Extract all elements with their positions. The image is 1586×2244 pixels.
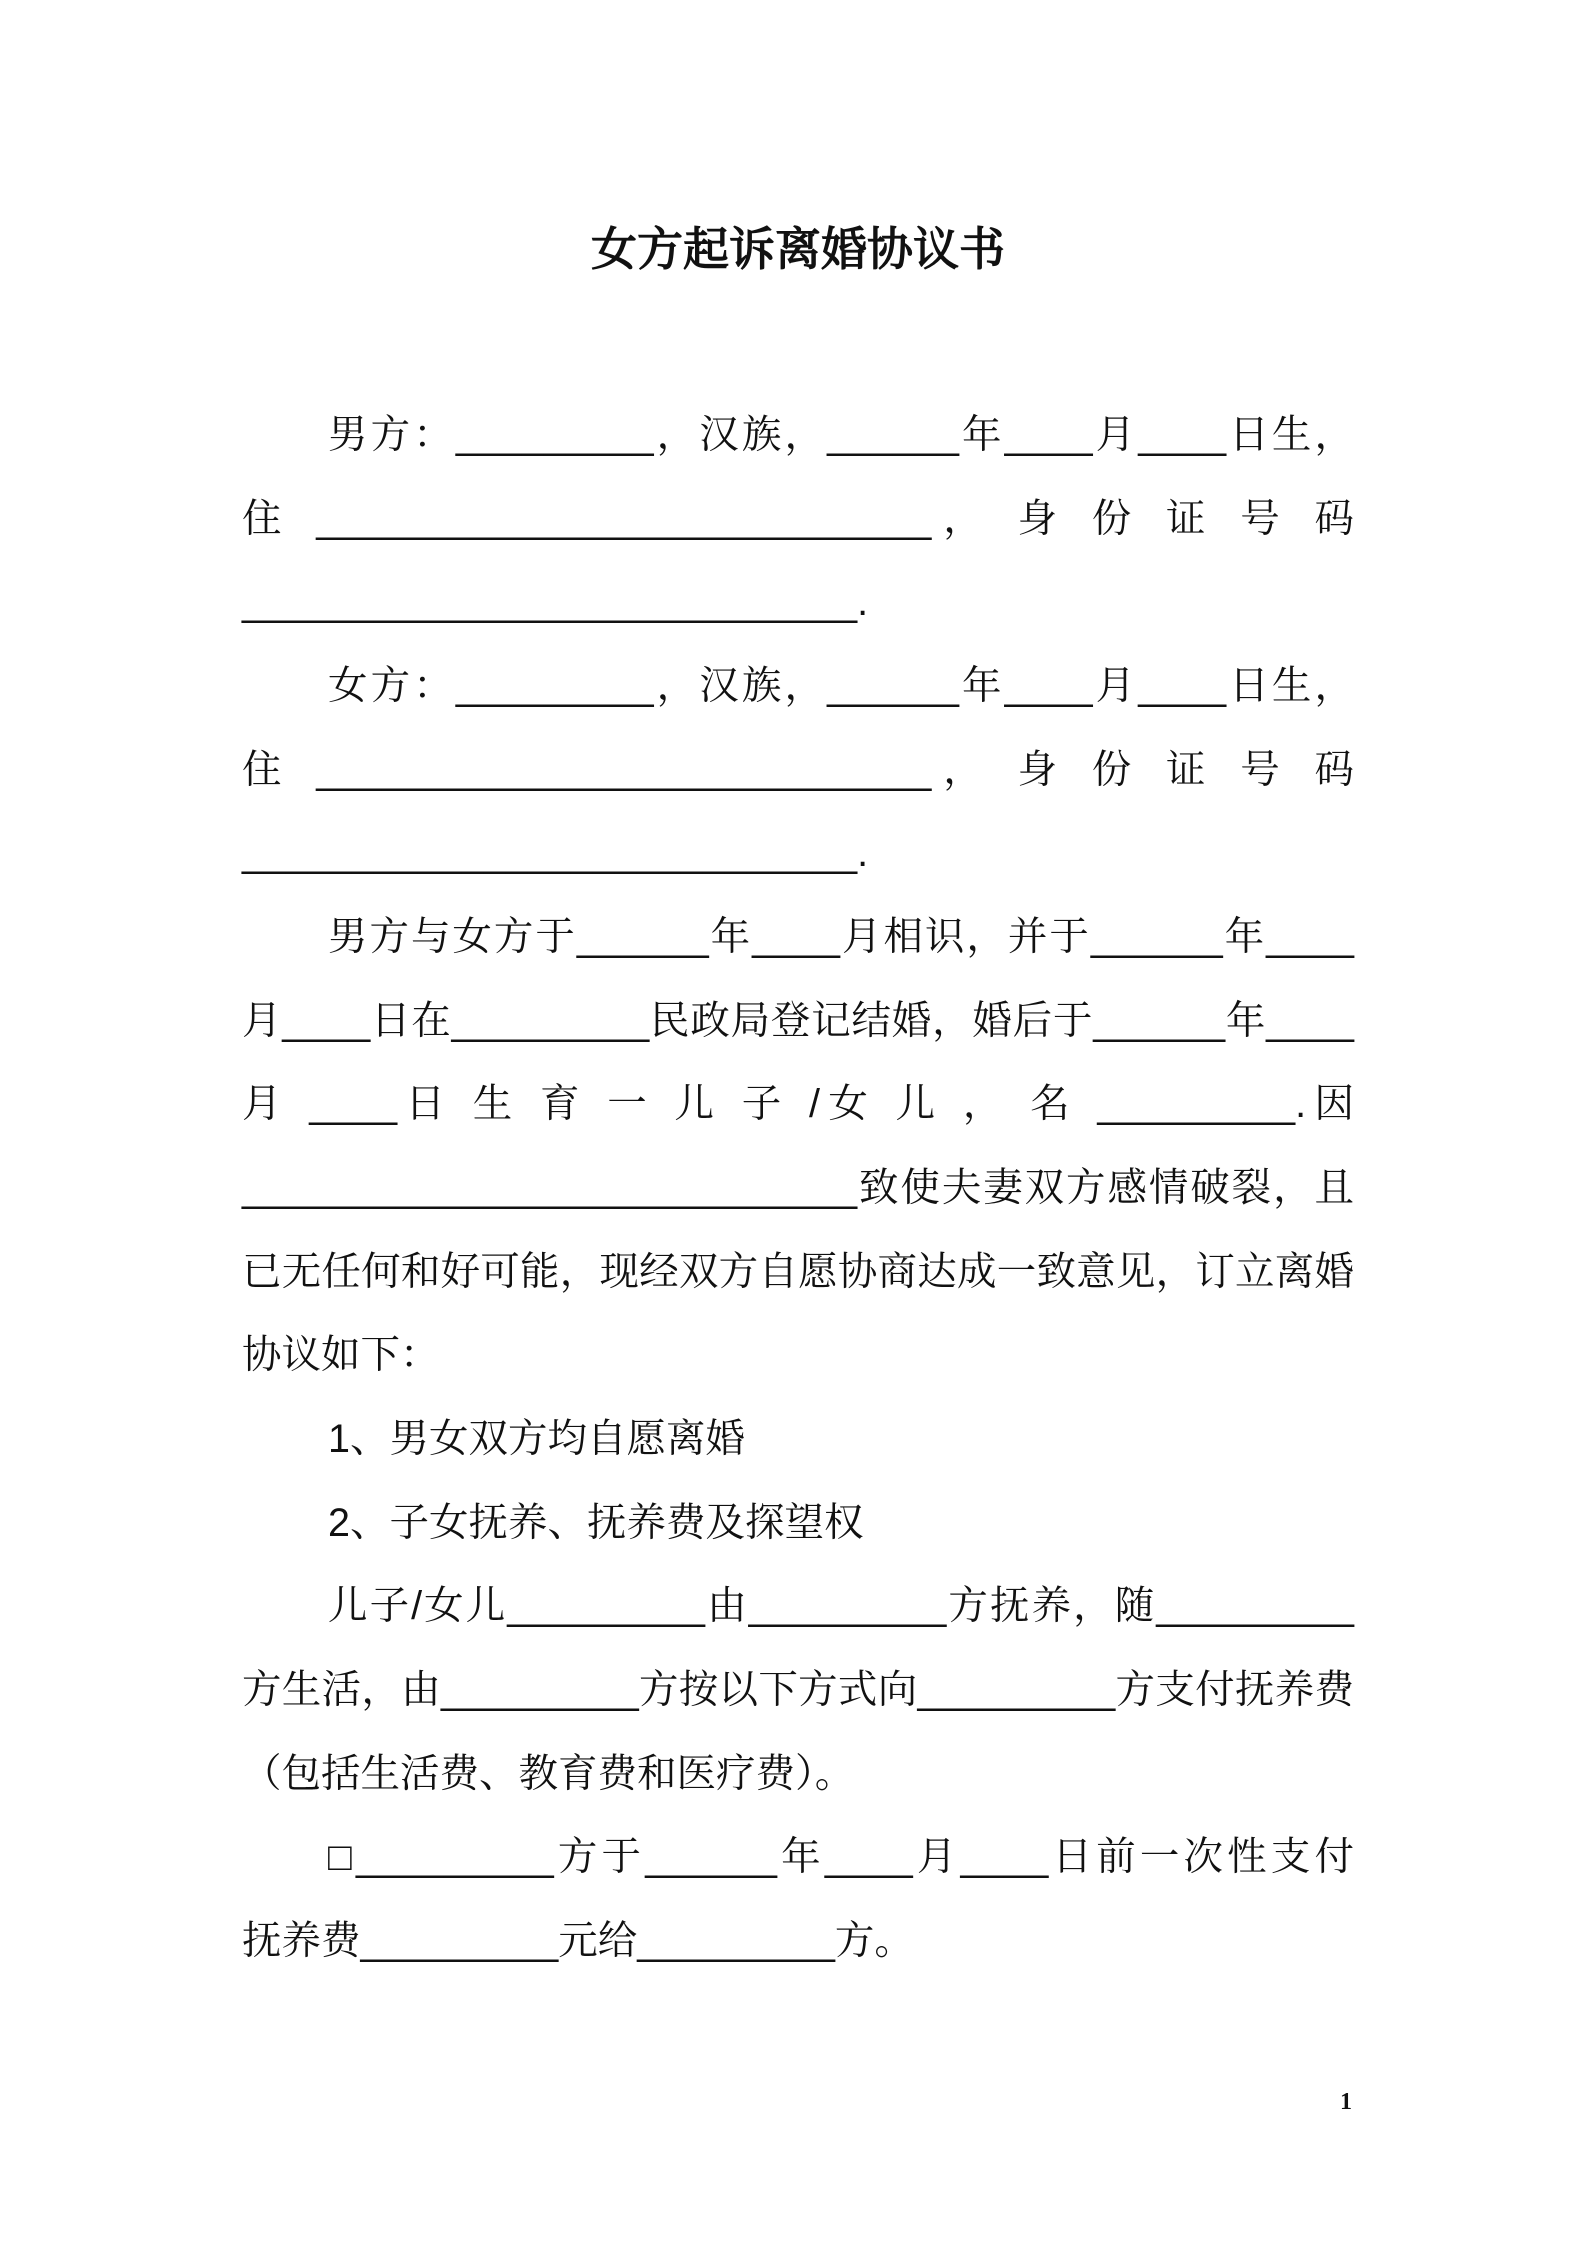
document-title: 女方起诉离婚协议书 <box>591 223 1005 275</box>
lump-sum-payment-line: 抚养费_________元给_________方。 <box>242 1919 914 1964</box>
male-party-line: 住 ____________________________， 身 份 证 号 码 <box>242 496 1354 541</box>
marriage-facts-line: 月____日在_________民政局登记结婚，婚后于______年____ <box>242 998 1354 1043</box>
male-party-paragraph <box>242 394 1354 645</box>
custody-line: （包括生活费、教育费和医疗费）。 <box>242 1751 855 1796</box>
custody-paragraph <box>242 1565 1354 1816</box>
female-party-line: ____________________________. <box>242 831 869 876</box>
male-party-line: ____________________________. <box>242 580 869 625</box>
custody-line: 儿子/女儿_________由_________方抚养，随_________ <box>328 1584 1354 1629</box>
marriage-facts-paragraph <box>242 896 1354 1398</box>
marriage-facts-line: 已无任何和好可能，现经双方自愿协商达成一致意见，订立离婚 <box>242 1249 1354 1294</box>
marriage-facts-line: 男方与女方于______年____月相识，并于______年____ <box>328 915 1354 960</box>
marriage-facts-line: 协议如下： <box>242 1333 440 1378</box>
custody-line: 方生活，由_________方按以下方式向_________方支付抚养费 <box>242 1668 1354 1713</box>
lump-sum-payment-option <box>242 1816 1354 1983</box>
document-body <box>242 394 1354 1984</box>
page-number: 1 <box>1340 2089 1352 2115</box>
clause-heading-line: 2、子女抚养、抚养费及探望权 <box>328 1500 864 1545</box>
clause-2-heading <box>242 1482 1354 1566</box>
clause-heading-line: 1、男女双方均自愿离婚 <box>328 1417 745 1462</box>
female-party-paragraph <box>242 645 1354 896</box>
marriage-facts-line: 月 ____日 生 育 一 儿 子 /女 儿 ， 名 _________.因 <box>242 1082 1354 1127</box>
female-party-line: 住 ____________________________， 身 份 证 号 码 <box>242 747 1354 792</box>
marriage-facts-line: ____________________________致使夫妻双方感情破裂，且 <box>242 1166 1354 1211</box>
clause-1-heading <box>242 1398 1354 1482</box>
lump-sum-payment-line: □_________方于______年____月____日前一次性支付 <box>328 1835 1354 1880</box>
female-party-line: 女方：_________，汉族，______年____月____日生， <box>328 664 1354 709</box>
male-party-line: 男方：_________，汉族，______年____月____日生， <box>328 413 1354 457</box>
